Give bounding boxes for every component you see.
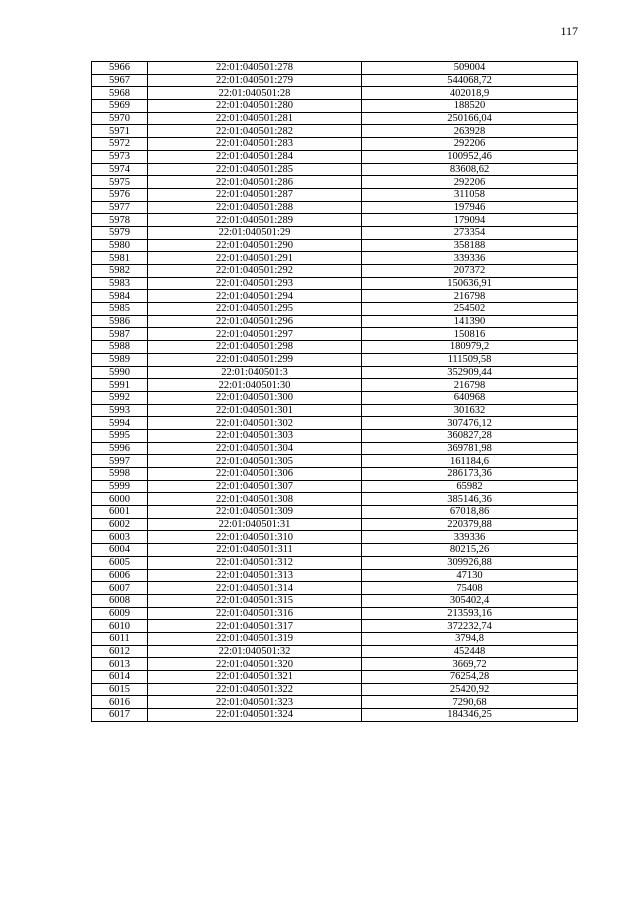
cadastral-number-cell: 22:01:040501:281	[148, 112, 362, 125]
value-cell: 150636,91	[362, 277, 578, 290]
cadastral-number-cell: 22:01:040501:31	[148, 518, 362, 531]
table-row	[92, 493, 578, 506]
value-cell: 220379,88	[362, 518, 578, 531]
value-cell: 254502	[362, 303, 578, 316]
table-row	[92, 100, 578, 113]
table-row	[92, 429, 578, 442]
value-cell: 305402,4	[362, 594, 578, 607]
table-row	[92, 645, 578, 658]
value-cell: 339336	[362, 252, 578, 265]
row-number-cell: 6012	[92, 645, 148, 658]
table-row	[92, 620, 578, 633]
table-row	[92, 150, 578, 163]
row-number-cell: 5966	[92, 62, 148, 75]
cadastral-number-cell: 22:01:040501:284	[148, 150, 362, 163]
cadastral-number-cell: 22:01:040501:309	[148, 506, 362, 519]
table-body	[92, 62, 578, 722]
value-cell: 352909,44	[362, 366, 578, 379]
value-cell: 65982	[362, 480, 578, 493]
cadastral-number-cell: 22:01:040501:301	[148, 404, 362, 417]
value-cell: 301632	[362, 404, 578, 417]
table-row	[92, 353, 578, 366]
table-row	[92, 201, 578, 214]
row-number-cell: 5984	[92, 290, 148, 303]
value-cell: 100952,46	[362, 150, 578, 163]
row-number-cell: 6007	[92, 582, 148, 595]
value-cell: 372232,74	[362, 620, 578, 633]
cadastral-number-cell: 22:01:040501:286	[148, 176, 362, 189]
table-row	[92, 569, 578, 582]
value-cell: 250166,04	[362, 112, 578, 125]
value-cell: 216798	[362, 290, 578, 303]
table-row	[92, 607, 578, 620]
cadastral-number-cell: 22:01:040501:3	[148, 366, 362, 379]
table-row	[92, 468, 578, 481]
row-number-cell: 5975	[92, 176, 148, 189]
cadastral-number-cell: 22:01:040501:308	[148, 493, 362, 506]
cadastral-number-cell: 22:01:040501:282	[148, 125, 362, 138]
value-cell: 150816	[362, 328, 578, 341]
row-number-cell: 5987	[92, 328, 148, 341]
cadastral-number-cell: 22:01:040501:279	[148, 74, 362, 87]
row-number-cell: 5985	[92, 303, 148, 316]
table-row	[92, 455, 578, 468]
value-cell: 83608,62	[362, 163, 578, 176]
row-number-cell: 6014	[92, 671, 148, 684]
table-row	[92, 176, 578, 189]
table-row	[92, 226, 578, 239]
row-number-cell: 5974	[92, 163, 148, 176]
table-row	[92, 379, 578, 392]
row-number-cell: 6016	[92, 696, 148, 709]
row-number-cell: 5973	[92, 150, 148, 163]
cadastral-number-cell: 22:01:040501:287	[148, 188, 362, 201]
value-cell: 76254,28	[362, 671, 578, 684]
value-cell: 640968	[362, 391, 578, 404]
table-row	[92, 696, 578, 709]
table-row	[92, 87, 578, 100]
table-row	[92, 658, 578, 671]
table-row	[92, 74, 578, 87]
cadastral-number-cell: 22:01:040501:29	[148, 226, 362, 239]
row-number-cell: 5967	[92, 74, 148, 87]
page-number: 117	[560, 24, 578, 38]
row-number-cell: 5991	[92, 379, 148, 392]
cadastral-number-cell: 22:01:040501:324	[148, 709, 362, 722]
cadastral-number-cell: 22:01:040501:305	[148, 455, 362, 468]
row-number-cell: 6003	[92, 531, 148, 544]
cadastral-number-cell: 22:01:040501:295	[148, 303, 362, 316]
value-cell: 307476,12	[362, 417, 578, 430]
row-number-cell: 5988	[92, 341, 148, 354]
cadastral-number-cell: 22:01:040501:28	[148, 87, 362, 100]
cadastral-number-cell: 22:01:040501:312	[148, 556, 362, 569]
row-number-cell: 6008	[92, 594, 148, 607]
value-cell: 452448	[362, 645, 578, 658]
value-cell: 509004	[362, 62, 578, 75]
table-row	[92, 265, 578, 278]
cadastral-number-cell: 22:01:040501:323	[148, 696, 362, 709]
row-number-cell: 5968	[92, 87, 148, 100]
table-row	[92, 683, 578, 696]
cadastral-number-cell: 22:01:040501:280	[148, 100, 362, 113]
row-number-cell: 5982	[92, 265, 148, 278]
cadastral-number-cell: 22:01:040501:294	[148, 290, 362, 303]
table-row	[92, 112, 578, 125]
row-number-cell: 6001	[92, 506, 148, 519]
table-row	[92, 671, 578, 684]
value-cell: 292206	[362, 176, 578, 189]
value-cell: 207372	[362, 265, 578, 278]
row-number-cell: 5999	[92, 480, 148, 493]
table-row	[92, 277, 578, 290]
value-cell: 273354	[362, 226, 578, 239]
row-number-cell: 6005	[92, 556, 148, 569]
table-row	[92, 594, 578, 607]
cadastral-number-cell: 22:01:040501:307	[148, 480, 362, 493]
table-row	[92, 125, 578, 138]
value-cell: 184346,25	[362, 709, 578, 722]
cadastral-number-cell: 22:01:040501:303	[148, 429, 362, 442]
value-cell: 286173,36	[362, 468, 578, 481]
cadastral-number-cell: 22:01:040501:320	[148, 658, 362, 671]
row-number-cell: 5978	[92, 214, 148, 227]
table-row	[92, 582, 578, 595]
row-number-cell: 5990	[92, 366, 148, 379]
row-number-cell: 5977	[92, 201, 148, 214]
value-cell: 180979,2	[362, 341, 578, 354]
row-number-cell: 6010	[92, 620, 148, 633]
row-number-cell: 5971	[92, 125, 148, 138]
row-number-cell: 5983	[92, 277, 148, 290]
cadastral-number-cell: 22:01:040501:296	[148, 315, 362, 328]
row-number-cell: 5993	[92, 404, 148, 417]
value-cell: 369781,98	[362, 442, 578, 455]
value-cell: 3669,72	[362, 658, 578, 671]
row-number-cell: 6004	[92, 544, 148, 557]
row-number-cell: 5989	[92, 353, 148, 366]
row-number-cell: 6000	[92, 493, 148, 506]
value-cell: 179094	[362, 214, 578, 227]
value-cell: 360827,28	[362, 429, 578, 442]
table-row	[92, 391, 578, 404]
value-cell: 67018,86	[362, 506, 578, 519]
cadastral-number-cell: 22:01:040501:278	[148, 62, 362, 75]
cadastral-table	[91, 61, 578, 722]
row-number-cell: 5980	[92, 239, 148, 252]
row-number-cell: 6013	[92, 658, 148, 671]
table-row	[92, 544, 578, 557]
row-number-cell: 5969	[92, 100, 148, 113]
value-cell: 3794,8	[362, 632, 578, 645]
value-cell: 309926,88	[362, 556, 578, 569]
cadastral-number-cell: 22:01:040501:314	[148, 582, 362, 595]
value-cell: 263928	[362, 125, 578, 138]
value-cell: 7290,68	[362, 696, 578, 709]
cadastral-number-cell: 22:01:040501:316	[148, 607, 362, 620]
row-number-cell: 6009	[92, 607, 148, 620]
row-number-cell: 5994	[92, 417, 148, 430]
row-number-cell: 5995	[92, 429, 148, 442]
table-row	[92, 518, 578, 531]
cadastral-number-cell: 22:01:040501:315	[148, 594, 362, 607]
table-row	[92, 214, 578, 227]
cadastral-number-cell: 22:01:040501:306	[148, 468, 362, 481]
cadastral-number-cell: 22:01:040501:321	[148, 671, 362, 684]
table-row	[92, 506, 578, 519]
table-row	[92, 315, 578, 328]
table-row	[92, 328, 578, 341]
value-cell: 161184,6	[362, 455, 578, 468]
table-row	[92, 556, 578, 569]
cadastral-number-cell: 22:01:040501:300	[148, 391, 362, 404]
row-number-cell: 6017	[92, 709, 148, 722]
row-number-cell: 5976	[92, 188, 148, 201]
row-number-cell: 5996	[92, 442, 148, 455]
table-row	[92, 252, 578, 265]
cadastral-number-cell: 22:01:040501:285	[148, 163, 362, 176]
value-cell: 311058	[362, 188, 578, 201]
cadastral-number-cell: 22:01:040501:292	[148, 265, 362, 278]
value-cell: 544068,72	[362, 74, 578, 87]
value-cell: 339336	[362, 531, 578, 544]
row-number-cell: 5997	[92, 455, 148, 468]
value-cell: 197946	[362, 201, 578, 214]
cadastral-number-cell: 22:01:040501:317	[148, 620, 362, 633]
table-row	[92, 442, 578, 455]
cadastral-number-cell: 22:01:040501:32	[148, 645, 362, 658]
cadastral-number-cell: 22:01:040501:304	[148, 442, 362, 455]
row-number-cell: 6011	[92, 632, 148, 645]
table-row	[92, 303, 578, 316]
row-number-cell: 5981	[92, 252, 148, 265]
value-cell: 141390	[362, 315, 578, 328]
cadastral-number-cell: 22:01:040501:299	[148, 353, 362, 366]
value-cell: 385146,36	[362, 493, 578, 506]
value-cell: 188520	[362, 100, 578, 113]
table-row	[92, 709, 578, 722]
cadastral-number-cell: 22:01:040501:289	[148, 214, 362, 227]
value-cell: 292206	[362, 138, 578, 151]
cadastral-number-cell: 22:01:040501:293	[148, 277, 362, 290]
cadastral-number-cell: 22:01:040501:298	[148, 341, 362, 354]
row-number-cell: 6002	[92, 518, 148, 531]
cadastral-number-cell: 22:01:040501:322	[148, 683, 362, 696]
row-number-cell: 5972	[92, 138, 148, 151]
table-row	[92, 341, 578, 354]
table-row	[92, 404, 578, 417]
cadastral-number-cell: 22:01:040501:319	[148, 632, 362, 645]
cadastral-number-cell: 22:01:040501:310	[148, 531, 362, 544]
row-number-cell: 5979	[92, 226, 148, 239]
cadastral-number-cell: 22:01:040501:30	[148, 379, 362, 392]
value-cell: 358188	[362, 239, 578, 252]
row-number-cell: 5992	[92, 391, 148, 404]
row-number-cell: 5986	[92, 315, 148, 328]
cadastral-number-cell: 22:01:040501:283	[148, 138, 362, 151]
table-row	[92, 138, 578, 151]
table-row	[92, 188, 578, 201]
table-row	[92, 239, 578, 252]
cadastral-number-cell: 22:01:040501:297	[148, 328, 362, 341]
row-number-cell: 6015	[92, 683, 148, 696]
value-cell: 213593,16	[362, 607, 578, 620]
cadastral-number-cell: 22:01:040501:311	[148, 544, 362, 557]
table-row	[92, 531, 578, 544]
cadastral-number-cell: 22:01:040501:290	[148, 239, 362, 252]
value-cell: 25420,92	[362, 683, 578, 696]
cadastral-number-cell: 22:01:040501:288	[148, 201, 362, 214]
value-cell: 75408	[362, 582, 578, 595]
cadastral-number-cell: 22:01:040501:291	[148, 252, 362, 265]
cadastral-number-cell: 22:01:040501:302	[148, 417, 362, 430]
table-row	[92, 62, 578, 75]
table-row	[92, 366, 578, 379]
row-number-cell: 6006	[92, 569, 148, 582]
table-row	[92, 480, 578, 493]
table-row	[92, 417, 578, 430]
table-row	[92, 632, 578, 645]
value-cell: 47130	[362, 569, 578, 582]
table-row	[92, 163, 578, 176]
value-cell: 111509,58	[362, 353, 578, 366]
cadastral-number-cell: 22:01:040501:313	[148, 569, 362, 582]
value-cell: 402018,9	[362, 87, 578, 100]
row-number-cell: 5970	[92, 112, 148, 125]
row-number-cell: 5998	[92, 468, 148, 481]
table-row	[92, 290, 578, 303]
value-cell: 80215,26	[362, 544, 578, 557]
value-cell: 216798	[362, 379, 578, 392]
